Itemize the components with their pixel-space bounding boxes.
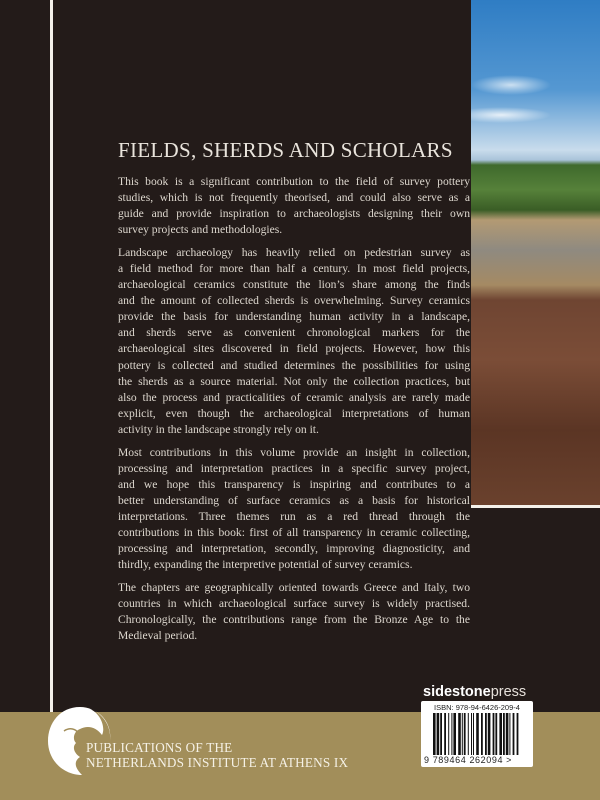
paragraph: [118, 245, 470, 438]
text-line: survey projects and methodologies.: [118, 223, 283, 237]
text-line: a field method for more than half a century. In most field projects,: [118, 261, 470, 275]
text-line: also the process and practicalities of ceramic analysis are rarely made: [118, 390, 470, 404]
text-line: processing and interpretation practices in a specific survey project,: [118, 461, 470, 475]
text-line: Medieval period.: [118, 629, 198, 643]
publisher-light: press: [490, 684, 527, 700]
vertical-rule: [50, 0, 53, 712]
text-line: countries in which archaeological surface survey is widely practised.: [118, 596, 470, 610]
text-line: This book is a significant contribution to the field of survey pottery: [118, 175, 470, 188]
text-line: and we hope this transparency is inspiring and contributes to a: [118, 477, 470, 491]
barcode-bar: [471, 713, 472, 755]
barcode-bar: [462, 713, 463, 755]
text-line: and the amount of collected sherds is overwhelming. Survey ceramics: [118, 294, 470, 308]
paragraph: [118, 174, 470, 238]
text-line: Landscape archaeology has heavily relied on pedestrian survey as: [118, 245, 470, 259]
barcode-bar: [453, 713, 456, 755]
text-line: contributions in this book: first of all transparency in ceramic collecting,: [118, 525, 470, 539]
text-line: Chronologically, the contributions range from the Bronze Age to the: [118, 612, 470, 626]
series-title: [86, 740, 348, 770]
book-title: FIELDS, SHERDS AND SCHOLARS: [118, 138, 453, 162]
text-line: pottery is collected and studied determines the possibilities for using: [118, 358, 470, 372]
barcode-bar: [468, 713, 469, 755]
publisher-bold: sidestone: [423, 684, 491, 700]
text-line: The chapters are geographically oriented towards Greece and Italy, two: [118, 580, 470, 594]
barcode-bars: [433, 713, 519, 755]
barcode-bar: [495, 713, 497, 755]
barcode-bar: [517, 713, 519, 755]
barcode-bar: [499, 713, 502, 755]
barcode-bar: [451, 713, 452, 755]
barcode-bar: [513, 713, 515, 755]
text-line: and sherds serve as convenient chronological markers for the: [118, 326, 470, 340]
text-line: archaeological ceramics constitute the lion’s share among the finds: [118, 278, 470, 292]
barcode-bar: [473, 713, 474, 755]
series-line-1: PUBLICATIONS OF THE: [86, 740, 233, 755]
barcode-bar: [488, 713, 491, 755]
barcode-bar: [493, 713, 495, 755]
barcode-bar: [464, 713, 466, 755]
text-line: the sherds as a source material. Not only the collection practices, but: [118, 374, 470, 388]
barcode-number: 9 789464 262094 >: [424, 755, 513, 765]
landscape-photo: [471, 0, 600, 505]
barcode-bar: [437, 713, 440, 755]
publisher-logo: [423, 684, 526, 700]
barcode-bar: [458, 713, 461, 755]
barcode-bar: [503, 713, 505, 755]
text-line: interpretations. Three themes run as a red thread through the: [118, 509, 470, 523]
text-line: archaeological sites discovered in field projects. However, how this: [118, 342, 470, 356]
barcode-bar: [444, 713, 446, 755]
text-line: activity in the landscape strongly rely on it.: [118, 422, 319, 436]
paragraph: [118, 445, 470, 574]
barcode-bar: [509, 713, 510, 755]
barcode-bar: [440, 713, 442, 755]
text-line: guide and provide inspiration to archaeologists designing their own: [118, 207, 470, 221]
text-line: Most contributions in this volume provide an insight in collection,: [118, 445, 470, 459]
isbn-barcode: [421, 701, 533, 767]
series-line-2: NETHERLANDS INSTITUTE AT ATHENS IX: [86, 755, 349, 770]
barcode-bar: [506, 713, 509, 755]
photo-rule: [471, 505, 600, 508]
blurb-text: [118, 174, 470, 651]
text-line: thirdly, expanding the interpretive potential of survey ceramics.: [118, 558, 413, 572]
text-line: processing and interpretation, secondly, improving diagnosticity, and: [118, 542, 470, 556]
text-line: explicit, even though the archaeological interpretations of human: [118, 406, 470, 420]
barcode-bar: [481, 713, 483, 755]
isbn-label: ISBN: 978-94-6426-209-4: [434, 703, 520, 712]
barcode-bar: [433, 713, 436, 755]
text-line: provide the basis for understanding human activity in a landscape,: [118, 310, 470, 324]
barcode-bar: [448, 713, 449, 755]
text-line: better understanding of surface ceramics as a basis for historical: [118, 493, 470, 507]
barcode-bar: [485, 713, 487, 755]
barcode-bar: [476, 713, 479, 755]
paragraph: [118, 580, 470, 644]
text-line: studies, which is not frequently theorised, and could also serve as a: [118, 191, 470, 205]
